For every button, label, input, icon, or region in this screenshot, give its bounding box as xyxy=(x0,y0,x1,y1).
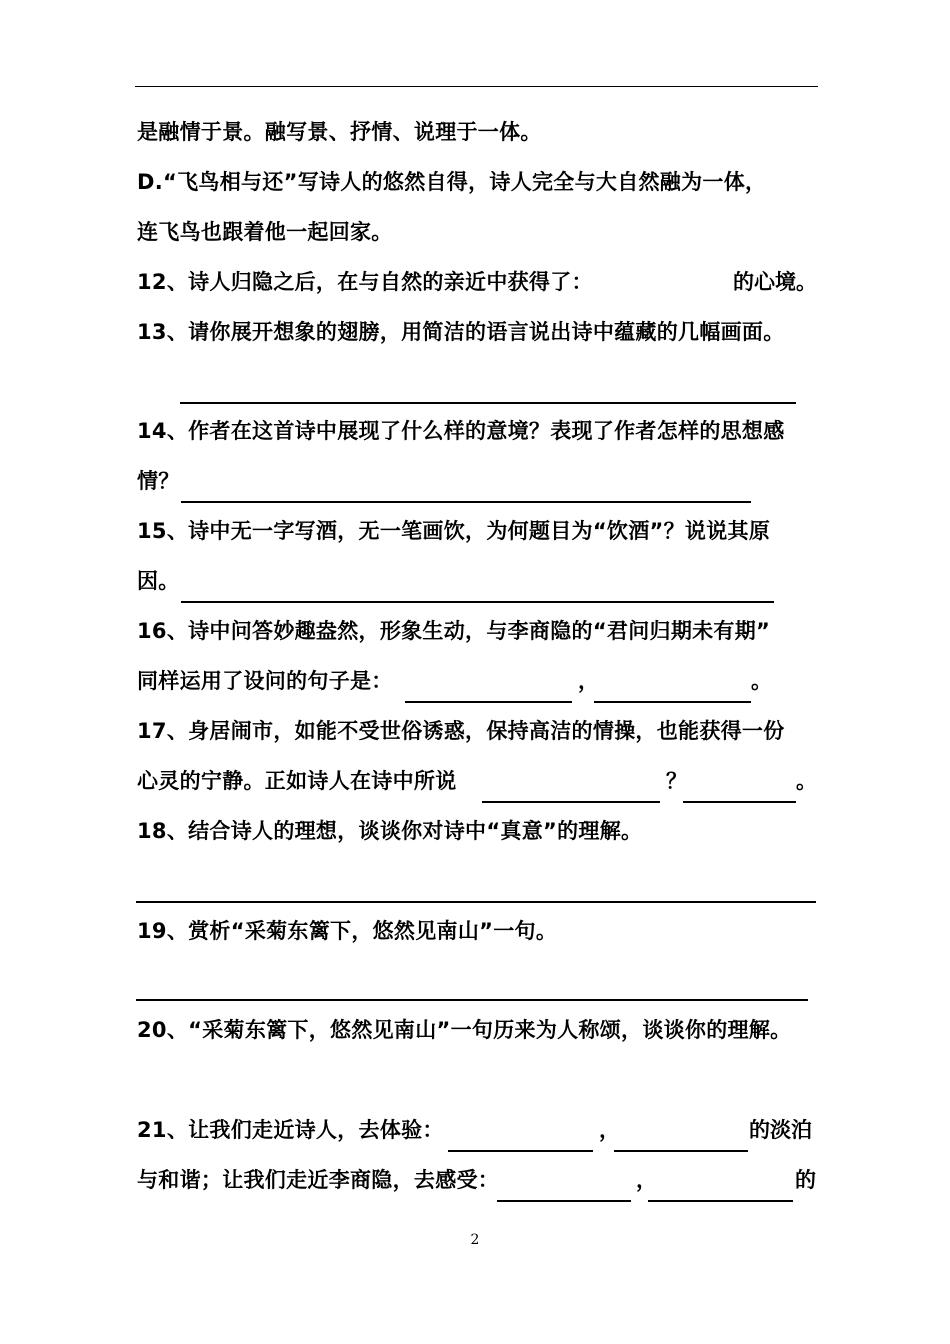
question-15: 15、诗中无一字写酒，无一笔画饮，为何题目为“饮酒”？说说其原 xyxy=(137,519,771,543)
question-15-cont: 因。 xyxy=(137,569,180,593)
answer-blank-14[interactable] xyxy=(181,501,751,503)
question-20: 20、“采菊东篱下，悠然见南山”一句历来为人称颂，谈谈你的理解。 xyxy=(137,1018,792,1042)
question-17: 17、身居闹市，如能不受世俗诱惑，保持高洁的情操，也能获得一份 xyxy=(137,719,785,743)
answer-blank-16a[interactable] xyxy=(405,701,572,703)
answer-blank-21a[interactable] xyxy=(448,1150,593,1152)
header-rule xyxy=(135,86,818,87)
answer-blank-16b[interactable] xyxy=(594,701,751,703)
question-21: 21、让我们走近诗人，去体验： xyxy=(137,1118,444,1142)
page-number: 2 xyxy=(470,1232,480,1248)
question-16: 16、诗中问答妙趣盎然，形象生动，与李商隐的“君问归期未有期” xyxy=(137,619,771,643)
question-14-cont: 情？ xyxy=(137,469,180,493)
comma: ， xyxy=(599,1118,620,1142)
question-13: 13、请你展开想象的翅膀，用简洁的语言说出诗中蕴藏的几幅画面。 xyxy=(137,320,785,344)
question-17-cont: 心灵的宁静。正如诗人在诗中所说 xyxy=(137,769,457,793)
answer-blank-17a[interactable] xyxy=(482,801,660,803)
question-18: 18、结合诗人的理想，谈谈你对诗中“真意”的理解。 xyxy=(137,819,643,843)
text-line: 是融情于景。融写景、抒情、说理于一体。 xyxy=(137,120,542,144)
q21-tail: 的淡泊 xyxy=(749,1118,812,1142)
period: 。 xyxy=(796,769,817,793)
answer-blank-18[interactable] xyxy=(136,901,816,903)
answer-blank-15[interactable] xyxy=(181,601,774,603)
comma: ， xyxy=(578,669,599,693)
question-16-cont: 同样运用了设问的句子是： xyxy=(137,669,393,693)
question-mark: ？ xyxy=(666,769,687,793)
option-d-line: D.“飞鸟相与还”写诗人的悠然自得，诗人完全与大自然融为一体， xyxy=(137,170,767,194)
answer-blank-21d[interactable] xyxy=(648,1200,793,1202)
period: 。 xyxy=(751,669,772,693)
q21-end: 的 xyxy=(795,1168,816,1192)
comma: ， xyxy=(636,1168,657,1192)
question-12: 12、诗人归隐之后，在与自然的亲近中获得了： xyxy=(137,270,593,294)
answer-blank-17b[interactable] xyxy=(683,801,796,803)
question-21-cont: 与和谐；让我们走近李商隐，去感受： xyxy=(137,1168,500,1192)
answer-blank-21c[interactable] xyxy=(497,1200,631,1202)
answer-blank-21b[interactable] xyxy=(614,1150,748,1152)
answer-blank-13[interactable] xyxy=(180,402,796,404)
q12-tail: 的心境。 xyxy=(733,270,817,294)
answer-blank-19[interactable] xyxy=(136,999,808,1001)
question-19: 19、赏析“采菊东篱下，悠然见南山”一句。 xyxy=(137,919,558,943)
text-line: 连飞鸟也跟着他一起回家。 xyxy=(137,220,393,244)
question-14: 14、作者在这首诗中展现了什么样的意境？表现了作者怎样的思想感 xyxy=(137,419,785,443)
